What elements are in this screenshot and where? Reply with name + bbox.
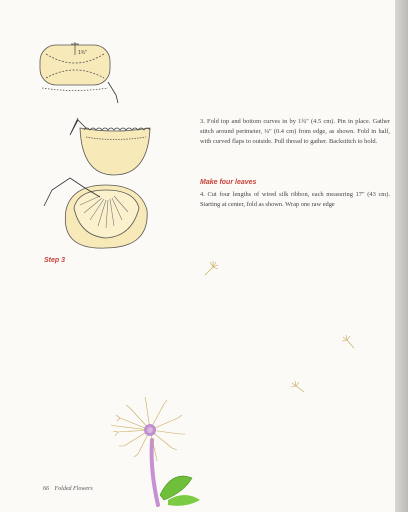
dandelion-flower bbox=[111, 397, 200, 506]
page-edge bbox=[395, 0, 408, 512]
step4-paragraph: 4. Cut four lengths of wired silk ribbon, each measuring 17" (43 cm). Starting at center, fold as shown. Wrap one raw edge bbox=[200, 191, 390, 208]
seed-icon-3 bbox=[291, 381, 304, 392]
page-footer bbox=[43, 486, 93, 492]
step3-paragraph: 3. Fold top and bottom curves in by 1¾" (4.5 cm). Pin in place. Gather stitch around perimeter, ¼" (0.4 cm) from edge, as shown. Fold in half, with curved flaps to outside. Pull thread to gather. Backstitch to hold. bbox=[200, 118, 390, 145]
step-label: Step 3 bbox=[44, 257, 66, 264]
section-heading: Make four leaves bbox=[200, 179, 257, 186]
seed-icon-2 bbox=[342, 335, 354, 348]
page-number: 66 bbox=[43, 486, 49, 492]
measure-label: 1¾" bbox=[78, 50, 87, 56]
running-title: Folded Flowers bbox=[54, 486, 93, 492]
seed-icon-1 bbox=[205, 261, 218, 275]
